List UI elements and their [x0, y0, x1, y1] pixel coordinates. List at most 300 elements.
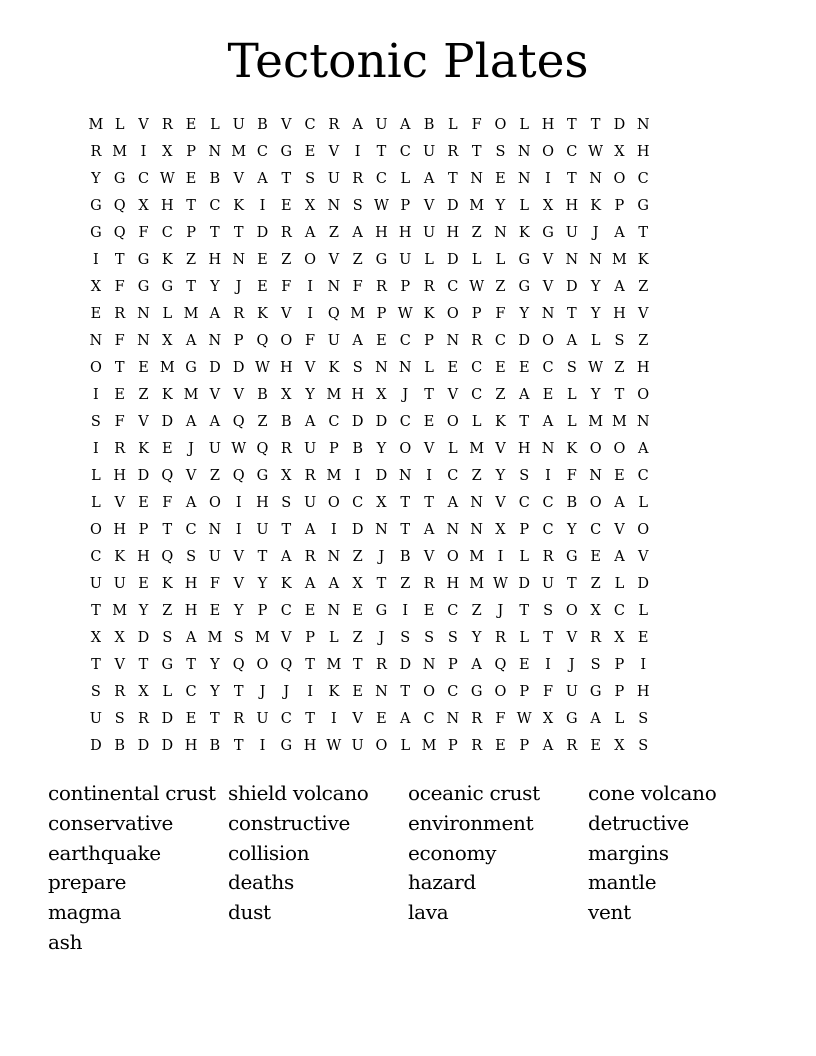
grid-letter: W: [159, 171, 175, 187]
grid-row: [84, 220, 732, 247]
word-list-item: mantle: [588, 870, 657, 895]
grid-letter: N: [422, 657, 436, 673]
grid-letter: V: [281, 117, 292, 133]
grid-letter: R: [233, 306, 245, 322]
word-list-item: environment: [408, 810, 534, 835]
grid-letter: A: [400, 117, 411, 133]
grid-letter: R: [280, 441, 292, 457]
grid-letter: O: [280, 333, 293, 349]
grid-letter: H: [303, 738, 317, 754]
grid-letter: X: [590, 603, 601, 619]
grid-letter: E: [138, 360, 149, 376]
grid-letter: R: [590, 630, 602, 646]
grid-letter: G: [90, 225, 102, 241]
grid-letter: U: [351, 738, 364, 754]
grid-letter: G: [542, 225, 554, 241]
grid-letter: E: [495, 171, 506, 187]
grid-letter: O: [304, 252, 317, 268]
grid-letter: T: [519, 603, 530, 619]
grid-letter: V: [542, 252, 554, 268]
grid-letter: H: [137, 549, 150, 565]
grid-letter: T: [305, 711, 315, 727]
grid-letter: D: [232, 360, 245, 376]
grid-letter: Y: [471, 630, 482, 646]
grid-letter: T: [114, 360, 125, 376]
grid-letter: F: [138, 225, 149, 241]
grid-letter: E: [352, 603, 363, 619]
grid-letter: L: [162, 684, 173, 700]
grid-letter: S: [90, 414, 101, 430]
grid-letter: Z: [400, 576, 411, 592]
grid-letter: D: [90, 738, 102, 754]
grid-letter: K: [328, 360, 340, 376]
grid-row: [84, 355, 732, 382]
grid-letter: Y: [138, 603, 149, 619]
grid-letter: S: [186, 549, 197, 565]
grid-letter: O: [613, 171, 626, 187]
grid-letter: V: [637, 306, 649, 322]
grid-row: [84, 517, 732, 544]
word-list-item: oceanic crust: [408, 781, 540, 805]
grid-row: [84, 571, 732, 598]
grid-letter: M: [207, 630, 223, 646]
grid-letter: I: [235, 522, 242, 538]
grid-letter: V: [304, 360, 316, 376]
grid-letter: R: [114, 684, 126, 700]
grid-letter: E: [495, 360, 506, 376]
grid-letter: H: [446, 225, 460, 241]
grid-letter: H: [541, 117, 555, 133]
grid-letter: L: [448, 441, 458, 457]
grid-letter: I: [545, 468, 551, 484]
word-list-item: prepare: [48, 870, 127, 895]
grid-letter: P: [614, 198, 625, 214]
grid-letter: R: [471, 711, 483, 727]
grid-letter: M: [350, 306, 366, 322]
grid-letter: N: [517, 144, 531, 160]
grid-letter: V: [233, 549, 244, 565]
grid-letter: C: [375, 171, 388, 187]
grid-letter: E: [138, 576, 149, 592]
grid-letter: T: [614, 387, 625, 403]
grid-letter: M: [326, 468, 342, 484]
grid-letter: V: [447, 387, 459, 403]
grid-letter: O: [589, 441, 602, 457]
grid-letter: N: [589, 468, 602, 484]
grid-letter: N: [375, 522, 388, 538]
grid-letter: R: [471, 333, 483, 349]
grid-letter: D: [566, 279, 578, 295]
grid-letter: A: [423, 171, 435, 187]
grid-letter: H: [160, 198, 174, 214]
grid-letter: G: [470, 684, 483, 700]
grid-letter: A: [304, 225, 316, 241]
grid-letter: B: [280, 414, 292, 430]
grid-letter: I: [259, 198, 266, 214]
grid-letter: A: [400, 711, 411, 727]
grid-letter: A: [352, 117, 363, 133]
grid-letter: I: [93, 387, 99, 403]
grid-letter: D: [137, 630, 150, 646]
grid-letter: T: [400, 684, 411, 700]
grid-letter: T: [567, 117, 577, 133]
grid-letter: W: [588, 360, 604, 376]
grid-letter: W: [516, 711, 532, 727]
word-list-item: vent: [588, 900, 631, 925]
grid-letter: Y: [590, 279, 601, 295]
grid-letter: M: [159, 360, 175, 376]
grid-letter: D: [447, 252, 459, 268]
grid-letter: H: [613, 306, 626, 322]
grid-letter: N: [327, 198, 341, 214]
grid-letter: L: [210, 117, 220, 133]
grid-letter: X: [376, 387, 387, 403]
grid-letter: E: [352, 684, 363, 700]
grid-letter: L: [91, 468, 101, 484]
grid-letter: A: [352, 225, 363, 241]
grid-letter: F: [543, 684, 554, 700]
grid-row: [84, 112, 732, 139]
grid-letter: V: [185, 468, 197, 484]
grid-letter: C: [328, 414, 340, 430]
grid-letter: F: [471, 117, 482, 133]
grid-letter: K: [114, 549, 126, 565]
grid-letter: H: [636, 144, 650, 160]
grid-letter: W: [492, 576, 508, 592]
grid-letter: I: [259, 738, 266, 754]
grid-letter: U: [89, 711, 103, 727]
grid-letter: V: [114, 657, 125, 673]
grid-letter: U: [327, 171, 340, 187]
grid-letter: R: [376, 657, 387, 673]
grid-letter: N: [470, 495, 483, 511]
grid-letter: C: [399, 333, 411, 349]
grid-letter: R: [352, 171, 364, 187]
grid-letter: C: [185, 684, 197, 700]
grid-letter: G: [90, 198, 102, 214]
grid-letter: Z: [471, 468, 482, 484]
grid-letter: W: [397, 306, 413, 322]
grid-letter: N: [208, 522, 222, 538]
grid-letter: D: [256, 225, 269, 241]
grid-letter: H: [517, 441, 531, 457]
grid-letter: A: [590, 711, 601, 727]
grid-letter: K: [328, 684, 340, 700]
grid-letter: E: [376, 711, 387, 727]
word-list-item: lava: [408, 900, 449, 925]
grid-letter: N: [494, 225, 507, 241]
grid-letter: A: [281, 549, 292, 565]
grid-letter: V: [423, 441, 435, 457]
grid-letter: R: [233, 711, 245, 727]
grid-letter: S: [447, 630, 458, 646]
grid-letter: A: [614, 225, 625, 241]
grid-letter: M: [469, 576, 485, 592]
grid-letter: E: [138, 495, 149, 511]
grid-letter: R: [494, 630, 506, 646]
grid-letter: H: [113, 522, 127, 538]
grid-letter: H: [184, 738, 198, 754]
grid-letter: T: [114, 252, 125, 268]
grid-letter: J: [402, 387, 409, 403]
grid-letter: H: [184, 603, 198, 619]
grid-letter: L: [91, 495, 101, 511]
grid-letter: T: [400, 522, 411, 538]
grid-letter: N: [232, 252, 246, 268]
grid-letter: E: [161, 441, 173, 457]
grid-letter: D: [399, 657, 412, 673]
grid-letter: F: [162, 495, 173, 511]
grid-letter: D: [137, 468, 150, 484]
grid-letter: E: [376, 333, 387, 349]
grid-letter: T: [638, 225, 649, 241]
grid-letter: T: [305, 657, 315, 673]
grid-letter: P: [305, 630, 315, 646]
grid-letter: P: [400, 279, 411, 295]
grid-letter: C: [566, 144, 578, 160]
grid-letter: Q: [256, 441, 269, 457]
grid-letter: Z: [162, 603, 173, 619]
grid-letter: H: [208, 252, 222, 268]
grid-letter: W: [255, 360, 270, 376]
grid-letter: A: [352, 333, 363, 349]
grid-letter: H: [375, 225, 388, 241]
grid-letter: W: [469, 279, 485, 295]
grid-letter: U: [327, 333, 340, 349]
grid-letter: C: [542, 495, 554, 511]
word-list-item: ash: [48, 929, 83, 954]
grid-letter: L: [519, 198, 530, 214]
grid-letter: O: [589, 495, 602, 511]
grid-letter: N: [636, 117, 650, 133]
grid-letter: T: [281, 522, 292, 538]
grid-letter: X: [114, 630, 125, 646]
grid-letter: U: [541, 576, 555, 592]
grid-letter: E: [423, 603, 435, 619]
grid-letter: G: [137, 279, 150, 295]
grid-letter: T: [567, 306, 577, 322]
grid-letter: V: [114, 495, 125, 511]
grid-letter: K: [161, 387, 173, 403]
grid-letter: P: [519, 684, 530, 700]
grid-letter: C: [161, 225, 173, 241]
grid-letter: Q: [113, 225, 126, 241]
grid-letter: T: [233, 684, 244, 700]
grid-letter: Q: [232, 657, 245, 673]
grid-letter: V: [281, 630, 292, 646]
grid-letter: U: [422, 225, 436, 241]
grid-letter: T: [210, 225, 220, 241]
grid-letter: C: [447, 603, 459, 619]
grid-letter: V: [138, 117, 149, 133]
grid-letter: T: [400, 495, 411, 511]
grid-letter: T: [376, 576, 387, 592]
grid-letter: Z: [495, 387, 506, 403]
grid-letter: R: [566, 738, 578, 754]
grid-letter: A: [209, 414, 221, 430]
grid-letter: A: [328, 576, 340, 592]
grid-row: [84, 706, 732, 733]
grid-letter: N: [446, 333, 460, 349]
grid-letter: J: [568, 657, 575, 673]
grid-letter: A: [423, 522, 435, 538]
grid-letter: S: [281, 495, 292, 511]
grid-letter: Z: [352, 630, 363, 646]
grid-letter: G: [256, 468, 269, 484]
grid-letter: C: [637, 468, 649, 484]
grid-letter: V: [209, 387, 221, 403]
grid-letter: Y: [495, 468, 506, 484]
grid-letter: C: [542, 360, 554, 376]
grid-letter: N: [517, 171, 531, 187]
grid-letter: N: [398, 360, 412, 376]
grid-letter: E: [614, 468, 625, 484]
grid-letter: N: [208, 333, 222, 349]
grid-letter: Y: [590, 306, 601, 322]
grid-letter: Z: [352, 252, 363, 268]
grid-letter: M: [469, 549, 485, 565]
grid-letter: U: [399, 252, 412, 268]
grid-letter: M: [469, 198, 485, 214]
grid-letter: Y: [305, 387, 315, 403]
grid-letter: Z: [638, 333, 649, 349]
grid-letter: N: [89, 333, 103, 349]
grid-letter: C: [256, 144, 269, 160]
grid-letter: E: [304, 603, 316, 619]
grid-letter: O: [542, 144, 554, 160]
grid-letter: G: [280, 144, 293, 160]
grid-letter: T: [91, 657, 101, 673]
grid-letter: R: [376, 279, 387, 295]
grid-letter: G: [185, 360, 197, 376]
grid-letter: X: [614, 630, 625, 646]
grid-letter: V: [233, 387, 244, 403]
grid-letter: C: [590, 522, 602, 538]
grid-letter: E: [257, 279, 268, 295]
grid-row: [84, 679, 732, 706]
grid-letter: P: [376, 306, 387, 322]
grid-letter: V: [423, 549, 435, 565]
grid-letter: Q: [494, 657, 507, 673]
grid-letter: G: [161, 279, 174, 295]
grid-letter: A: [185, 414, 197, 430]
word-list-item: dust: [228, 900, 271, 925]
grid-letter: C: [518, 495, 530, 511]
grid-letter: A: [519, 387, 530, 403]
grid-row: [84, 247, 732, 274]
grid-letter: G: [566, 711, 578, 727]
grid-letter: G: [375, 252, 388, 268]
grid-letter: I: [402, 603, 409, 619]
grid-letter: L: [519, 117, 530, 133]
grid-letter: A: [304, 414, 316, 430]
grid-letter: A: [542, 738, 554, 754]
grid-letter: L: [614, 711, 625, 727]
grid-letter: S: [566, 360, 577, 376]
grid-letter: C: [90, 549, 102, 565]
grid-letter: Q: [113, 198, 126, 214]
grid-letter: R: [280, 225, 292, 241]
grid-letter: Y: [590, 387, 601, 403]
grid-letter: A: [471, 657, 482, 673]
grid-letter: X: [542, 198, 554, 214]
grid-letter: D: [375, 414, 388, 430]
grid-letter: E: [447, 360, 459, 376]
grid-letter: Z: [471, 603, 482, 619]
grid-letter: N: [589, 171, 602, 187]
grid-letter: N: [327, 279, 341, 295]
grid-letter: P: [328, 441, 339, 457]
grid-letter: R: [423, 279, 435, 295]
grid-letter: C: [637, 171, 649, 187]
grid-letter: T: [471, 144, 482, 160]
grid-letter: F: [281, 279, 292, 295]
word-list-item: margins: [588, 840, 669, 865]
grid-letter: S: [400, 630, 411, 646]
grid-letter: E: [90, 306, 102, 322]
grid-letter: T: [233, 738, 244, 754]
grid-letter: M: [88, 117, 104, 133]
grid-letter: I: [331, 711, 337, 727]
grid-letter: Y: [519, 306, 530, 322]
grid-letter: A: [209, 306, 221, 322]
grid-letter: N: [541, 306, 555, 322]
grid-letter: E: [542, 387, 554, 403]
grid-letter: M: [255, 630, 270, 646]
grid-letter: K: [518, 225, 530, 241]
grid-letter: D: [161, 414, 174, 430]
grid-letter: M: [112, 603, 128, 619]
grid-letter: R: [423, 576, 435, 592]
grid-letter: L: [471, 414, 482, 430]
grid-letter: U: [113, 576, 126, 592]
grid-letter: A: [185, 630, 197, 646]
grid-letter: F: [495, 306, 506, 322]
grid-letter: O: [613, 441, 626, 457]
grid-letter: Y: [567, 522, 577, 538]
grid-letter: B: [257, 117, 268, 133]
grid-letter: O: [89, 522, 102, 538]
grid-letter: V: [281, 306, 292, 322]
grid-letter: O: [446, 549, 459, 565]
grid-letter: N: [327, 603, 341, 619]
grid-letter: K: [161, 252, 173, 268]
grid-letter: Z: [209, 468, 220, 484]
grid-letter: R: [114, 441, 126, 457]
grid-letter: D: [209, 360, 221, 376]
grid-letter: X: [90, 630, 102, 646]
grid-row: [84, 544, 732, 571]
grid-letter: O: [637, 387, 650, 403]
grid-letter: S: [162, 630, 173, 646]
grid-letter: Q: [232, 468, 245, 484]
grid-row: [84, 598, 732, 625]
grid-letter: J: [592, 225, 599, 241]
grid-letter: H: [636, 684, 650, 700]
grid-letter: P: [186, 225, 196, 241]
grid-letter: S: [543, 603, 553, 619]
grid-letter: E: [518, 657, 530, 673]
grid-letter: P: [614, 657, 625, 673]
grid-letter: X: [138, 684, 149, 700]
grid-letter: A: [447, 495, 459, 511]
grid-row: [84, 409, 732, 436]
grid-letter: U: [256, 711, 269, 727]
grid-letter: K: [637, 252, 649, 268]
grid-letter: D: [447, 198, 459, 214]
grid-letter: X: [542, 711, 554, 727]
grid-letter: G: [375, 603, 388, 619]
